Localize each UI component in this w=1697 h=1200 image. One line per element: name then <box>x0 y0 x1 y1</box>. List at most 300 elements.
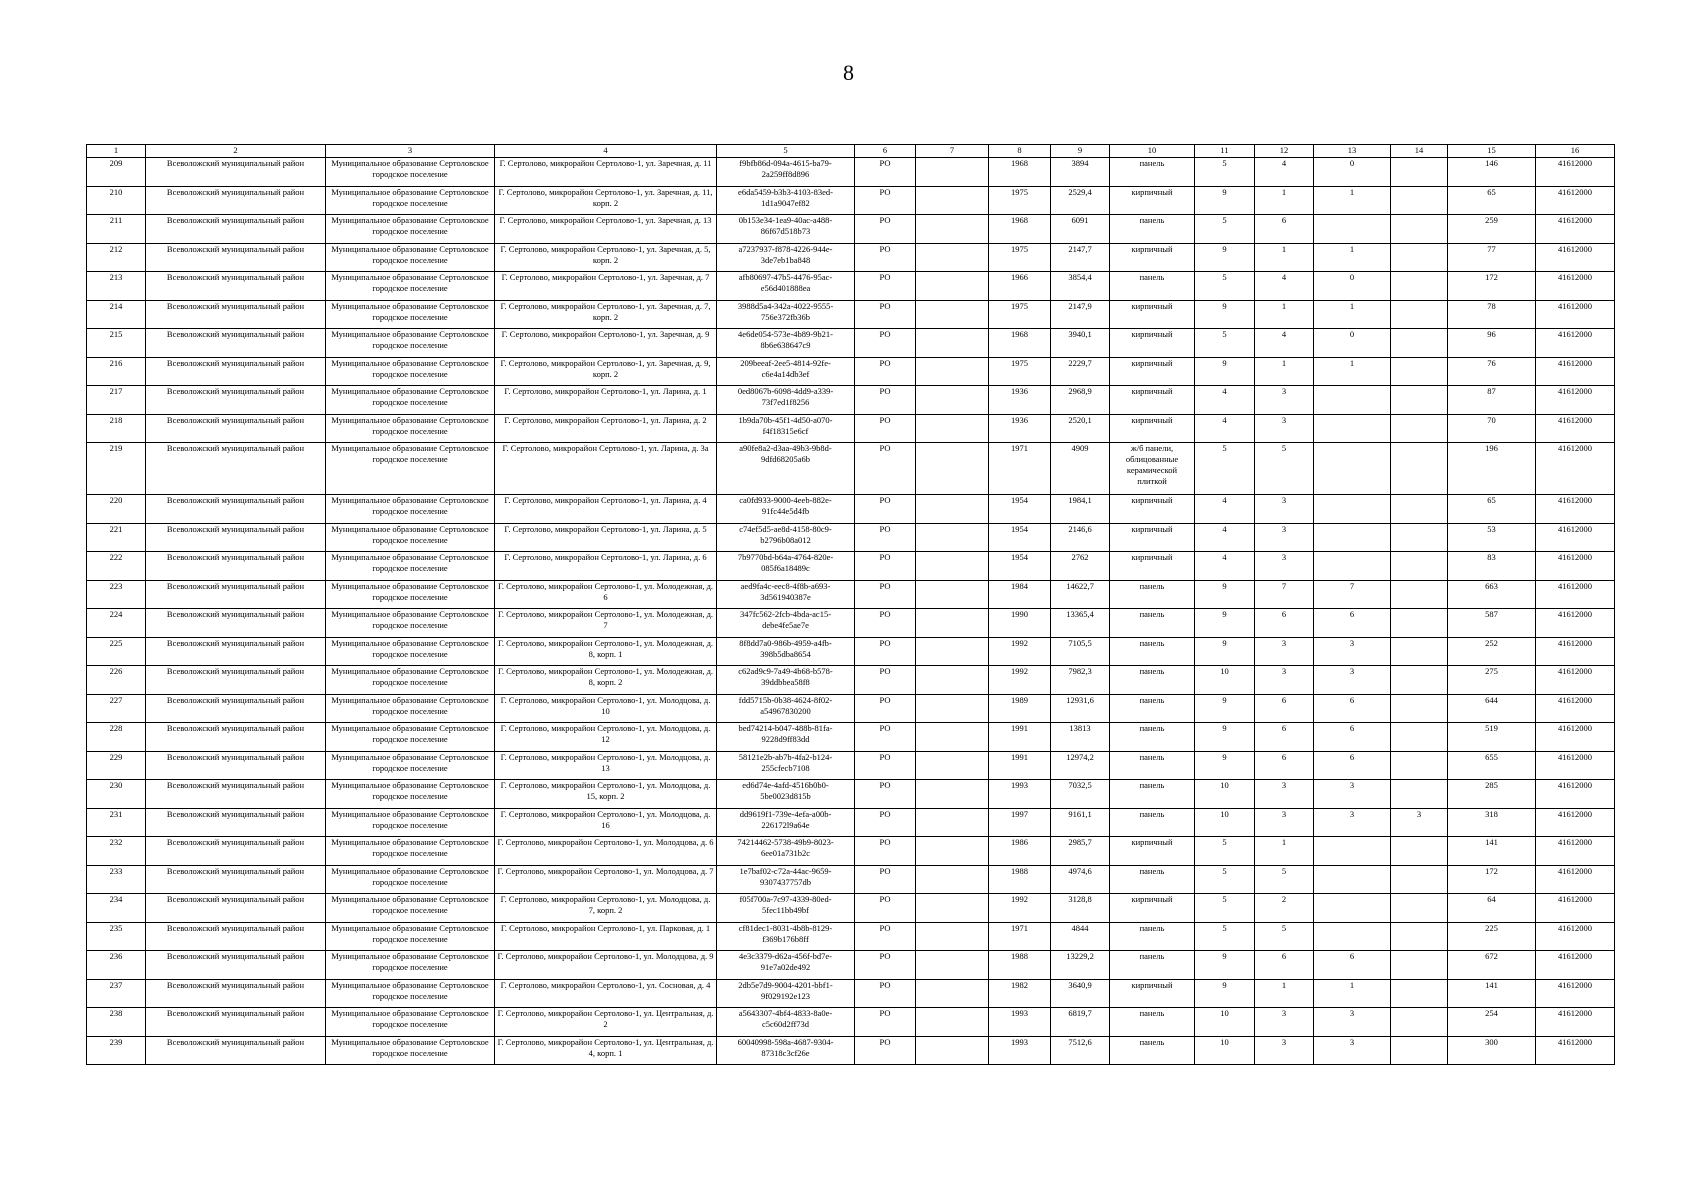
table-cell: 41612000 <box>1536 666 1615 695</box>
table-row <box>87 723 1615 752</box>
table-cell: 210 <box>87 186 146 215</box>
column-header: 9 <box>1051 145 1110 158</box>
table-cell: Всеволожский муниципальный район <box>146 751 326 780</box>
table-cell <box>1391 386 1448 415</box>
table-cell: 53 <box>1448 523 1536 552</box>
table-cell: Муниципальное образование Сертоловское городское поселение <box>326 979 495 1008</box>
table-cell: 2529,4 <box>1051 186 1110 215</box>
table-cell: 41612000 <box>1536 1008 1615 1037</box>
table-cell: панель <box>1110 1036 1195 1065</box>
table-cell: 1 <box>1314 979 1391 1008</box>
table-cell: панель <box>1110 723 1195 752</box>
table-cell: 6 <box>1314 951 1391 980</box>
table-cell: 1984,1 <box>1051 495 1110 524</box>
table-cell: 4 <box>1255 329 1314 358</box>
table-cell: Всеволожский муниципальный район <box>146 609 326 638</box>
table-cell: 1989 <box>989 694 1051 723</box>
table-cell <box>1314 495 1391 524</box>
table-cell: РО <box>855 894 916 923</box>
table-cell: Муниципальное образование Сертоловское городское поселение <box>326 894 495 923</box>
table-cell: панель <box>1110 922 1195 951</box>
table-cell: 1966 <box>989 272 1051 301</box>
table-cell: 6 <box>1255 609 1314 638</box>
table-cell: панель <box>1110 580 1195 609</box>
table-cell: 9 <box>1195 979 1255 1008</box>
table-cell: РО <box>855 357 916 386</box>
table-cell: 4 <box>1255 158 1314 187</box>
table-cell: Всеволожский муниципальный район <box>146 580 326 609</box>
table-cell <box>1391 580 1448 609</box>
table-cell <box>1314 552 1391 581</box>
table-cell: панель <box>1110 865 1195 894</box>
column-header: 15 <box>1448 145 1536 158</box>
table-row <box>87 357 1615 386</box>
table-cell: 1993 <box>989 1036 1051 1065</box>
table-cell: 2762 <box>1051 552 1110 581</box>
table-cell: 2db5e7d9-9004-4201-bbf1-9f029192e123 <box>717 979 855 1008</box>
table-cell <box>1391 780 1448 809</box>
table-cell: 3 <box>1255 780 1314 809</box>
table-cell <box>1391 609 1448 638</box>
table-row <box>87 495 1615 524</box>
table-cell: 233 <box>87 865 146 894</box>
table-cell: 1954 <box>989 523 1051 552</box>
table-cell: 220 <box>87 495 146 524</box>
table-cell: Г. Сертолово, микрорайон Сертолово-1, ул. Молодежная, д. 8, корп. 1 <box>495 637 717 666</box>
table-cell: Всеволожский муниципальный район <box>146 186 326 215</box>
table-cell: кирпичный <box>1110 386 1195 415</box>
table-cell: кирпичный <box>1110 495 1195 524</box>
table-cell: 41612000 <box>1536 637 1615 666</box>
table-cell: Г. Сертолово, микрорайон Сертолово-1, ул. Молодцова, д. 10 <box>495 694 717 723</box>
table-cell <box>1314 523 1391 552</box>
table-cell: 3 <box>1255 637 1314 666</box>
table-cell: Г. Сертолово, микрорайон Сертолово-1, ул. Молодцова, д. 7 <box>495 865 717 894</box>
table-cell: 3 <box>1314 1008 1391 1037</box>
table-cell <box>1391 1036 1448 1065</box>
table-cell: Всеволожский муниципальный район <box>146 723 326 752</box>
table-cell: Г. Сертолово, микрорайон Сертолово-1, ул. Молодцова, д. 7, корп. 2 <box>495 894 717 923</box>
table-cell: Г. Сертолово, микрорайон Сертолово-1, ул. Заречная, д. 11, корп. 2 <box>495 186 717 215</box>
table-cell: 4 <box>1195 523 1255 552</box>
table-cell: 41612000 <box>1536 495 1615 524</box>
table-cell <box>1314 386 1391 415</box>
column-header: 2 <box>146 145 326 158</box>
table-cell: 14622,7 <box>1051 580 1110 609</box>
table-cell: 285 <box>1448 780 1536 809</box>
table-cell: Всеволожский муниципальный район <box>146 215 326 244</box>
table-cell: 5 <box>1195 158 1255 187</box>
table-cell: 41612000 <box>1536 414 1615 443</box>
table-cell: 234 <box>87 894 146 923</box>
table-cell <box>916 443 989 495</box>
table-row <box>87 300 1615 329</box>
table-cell: 2147,7 <box>1051 243 1110 272</box>
table-cell: кирпичный <box>1110 837 1195 866</box>
table-cell: Всеволожский муниципальный район <box>146 443 326 495</box>
table-cell: РО <box>855 215 916 244</box>
table-cell: кирпичный <box>1110 243 1195 272</box>
table-cell: 41612000 <box>1536 1036 1615 1065</box>
table-cell <box>916 1008 989 1037</box>
table-cell: 3128,8 <box>1051 894 1110 923</box>
table-cell: 3 <box>1255 386 1314 415</box>
table-cell: 239 <box>87 1036 146 1065</box>
table-cell: 7b9770bd-b64a-4764-820e-085f6a18489c <box>717 552 855 581</box>
table-cell <box>1391 837 1448 866</box>
table-cell <box>1314 837 1391 866</box>
table-cell: 3 <box>1314 1036 1391 1065</box>
table-cell: 5 <box>1255 922 1314 951</box>
table-cell <box>916 751 989 780</box>
table-cell <box>916 215 989 244</box>
table-cell: Муниципальное образование Сертоловское городское поселение <box>326 495 495 524</box>
table-cell: 41612000 <box>1536 272 1615 301</box>
table-cell: 259 <box>1448 215 1536 244</box>
table-cell: Всеволожский муниципальный район <box>146 922 326 951</box>
table-cell: 347fc562-2fcb-4bda-ac15-debe4fe5ae7e <box>717 609 855 638</box>
table-row <box>87 837 1615 866</box>
table-cell: 300 <box>1448 1036 1536 1065</box>
table-cell: a5643307-4bf4-4833-8a0e-c5c60d2ff73d <box>717 1008 855 1037</box>
table-cell: 6 <box>1314 723 1391 752</box>
table-cell: 41612000 <box>1536 894 1615 923</box>
table-cell: 1 <box>1255 300 1314 329</box>
table-cell: 230 <box>87 780 146 809</box>
table-cell <box>916 186 989 215</box>
table-cell: Всеволожский муниципальный район <box>146 495 326 524</box>
table-row <box>87 951 1615 980</box>
table-cell: 218 <box>87 414 146 443</box>
table-cell: 3988d5a4-342a-4022-9555-756e372fb36b <box>717 300 855 329</box>
table-cell: 5 <box>1195 865 1255 894</box>
table-cell: 229 <box>87 751 146 780</box>
table-cell: Г. Сертолово, микрорайон Сертолово-1, ул. Ларина, д. 1 <box>495 386 717 415</box>
table-cell: Муниципальное образование Сертоловское городское поселение <box>326 751 495 780</box>
table-cell: bed74214-b047-488b-81fa-9228d9ff83dd <box>717 723 855 752</box>
table-cell: 9 <box>1195 186 1255 215</box>
table-cell: 3894 <box>1051 158 1110 187</box>
table-cell: РО <box>855 552 916 581</box>
table-row <box>87 780 1615 809</box>
table-cell: 12931,6 <box>1051 694 1110 723</box>
table-cell: 96 <box>1448 329 1536 358</box>
table-cell: 4e3c3379-d62a-456f-bd7e-91e7a02de492 <box>717 951 855 980</box>
table-cell: 1b9da70b-45f1-4d50-a070-f4f18315e6cf <box>717 414 855 443</box>
table-cell: Муниципальное образование Сертоловское городское поселение <box>326 780 495 809</box>
table-cell <box>1391 272 1448 301</box>
table-cell: cf81dec1-8031-4b8b-8129-f369b176b8ff <box>717 922 855 951</box>
column-header: 10 <box>1110 145 1195 158</box>
table-cell <box>1391 329 1448 358</box>
table-cell <box>916 808 989 837</box>
table-cell <box>1391 694 1448 723</box>
table-cell: РО <box>855 1008 916 1037</box>
table-cell: 41612000 <box>1536 243 1615 272</box>
table-cell: 3 <box>1391 808 1448 837</box>
table-cell: панель <box>1110 215 1195 244</box>
table-cell: 9 <box>1195 300 1255 329</box>
table-row <box>87 523 1615 552</box>
table-cell: 9 <box>1195 637 1255 666</box>
table-cell: 1 <box>1314 243 1391 272</box>
table-cell: 214 <box>87 300 146 329</box>
table-cell: 13229,2 <box>1051 951 1110 980</box>
table-cell: кирпичный <box>1110 552 1195 581</box>
table-cell: f05f700a-7c97-4339-80ed-5fec11bb49bf <box>717 894 855 923</box>
table-cell <box>1314 443 1391 495</box>
column-header: 4 <box>495 145 717 158</box>
table-cell: Г. Сертолово, микрорайон Сертолово-1, ул. Молодцова, д. 12 <box>495 723 717 752</box>
table-cell: 6 <box>1255 215 1314 244</box>
table-cell: 7032,5 <box>1051 780 1110 809</box>
table-cell: Всеволожский муниципальный район <box>146 158 326 187</box>
table-cell: 2147,9 <box>1051 300 1110 329</box>
table-cell: 41612000 <box>1536 357 1615 386</box>
table-cell: 9 <box>1195 609 1255 638</box>
table-cell <box>916 272 989 301</box>
table-cell: 4 <box>1195 386 1255 415</box>
table-cell: 222 <box>87 552 146 581</box>
table-cell: 318 <box>1448 808 1536 837</box>
table-cell: 87 <box>1448 386 1536 415</box>
table-cell: ca0fd933-9000-4eeb-882e-91fc44e5d4fb <box>717 495 855 524</box>
table-cell: 172 <box>1448 272 1536 301</box>
table-cell: 655 <box>1448 751 1536 780</box>
table-row <box>87 979 1615 1008</box>
table-row <box>87 865 1615 894</box>
table-cell: 41612000 <box>1536 215 1615 244</box>
table-cell: 232 <box>87 837 146 866</box>
table-cell: 41612000 <box>1536 158 1615 187</box>
table-cell: Г. Сертолово, микрорайон Сертолово-1, ул. Молодцова, д. 9 <box>495 951 717 980</box>
table-cell: 4909 <box>1051 443 1110 495</box>
table-cell: 1 <box>1255 186 1314 215</box>
table-cell: 1e7baf02-c72a-44ac-9659-9307437757db <box>717 865 855 894</box>
table-row <box>87 751 1615 780</box>
page-number: 8 <box>843 60 854 85</box>
table-cell: Муниципальное образование Сертоловское городское поселение <box>326 865 495 894</box>
table-cell: РО <box>855 580 916 609</box>
table-cell: 6 <box>1255 723 1314 752</box>
table-cell: 1984 <box>989 580 1051 609</box>
table-cell: панель <box>1110 808 1195 837</box>
table-cell: 2146,6 <box>1051 523 1110 552</box>
table-cell: Г. Сертолово, микрорайон Сертолово-1, ул. Заречная, д. 9 <box>495 329 717 358</box>
table-cell: Г. Сертолово, микрорайон Сертолово-1, ул. Заречная, д. 13 <box>495 215 717 244</box>
table-cell <box>1391 443 1448 495</box>
table-cell: 1975 <box>989 300 1051 329</box>
table-cell: Муниципальное образование Сертоловское городское поселение <box>326 186 495 215</box>
table-cell: Всеволожский муниципальный район <box>146 1008 326 1037</box>
table-cell: Муниципальное образование Сертоловское городское поселение <box>326 215 495 244</box>
table-cell: 1992 <box>989 637 1051 666</box>
table-cell: 1992 <box>989 666 1051 695</box>
table-cell: 1997 <box>989 808 1051 837</box>
table-cell: 1971 <box>989 443 1051 495</box>
table-cell: 5 <box>1255 865 1314 894</box>
table-cell: 0 <box>1314 158 1391 187</box>
table-cell: 6 <box>1255 751 1314 780</box>
table-cell <box>1314 865 1391 894</box>
table-cell: 1975 <box>989 243 1051 272</box>
table-cell: 64 <box>1448 894 1536 923</box>
table-cell: Всеволожский муниципальный район <box>146 1036 326 1065</box>
table-cell: 644 <box>1448 694 1536 723</box>
table-cell: РО <box>855 414 916 443</box>
table-cell: Муниципальное образование Сертоловское городское поселение <box>326 808 495 837</box>
table-cell: кирпичный <box>1110 894 1195 923</box>
table-cell: 3 <box>1255 414 1314 443</box>
table-cell <box>1391 979 1448 1008</box>
table-cell: 5 <box>1195 894 1255 923</box>
table-cell: 41612000 <box>1536 751 1615 780</box>
table-cell: 9 <box>1195 723 1255 752</box>
table-cell: 1988 <box>989 951 1051 980</box>
table-cell: 237 <box>87 979 146 1008</box>
table-cell: Муниципальное образование Сертоловское городское поселение <box>326 357 495 386</box>
table-cell: 5 <box>1195 329 1255 358</box>
table-cell: 4 <box>1195 495 1255 524</box>
table-cell: 146 <box>1448 158 1536 187</box>
table-row <box>87 158 1615 187</box>
table-cell: 9 <box>1195 580 1255 609</box>
table-cell: 13813 <box>1051 723 1110 752</box>
table-cell <box>916 329 989 358</box>
table-cell: Всеволожский муниципальный район <box>146 523 326 552</box>
table-cell: 213 <box>87 272 146 301</box>
table-cell: 70 <box>1448 414 1536 443</box>
table-cell: 10 <box>1195 1008 1255 1037</box>
table-cell: 172 <box>1448 865 1536 894</box>
table-cell: панель <box>1110 637 1195 666</box>
table-cell: Муниципальное образование Сертоловское городское поселение <box>326 329 495 358</box>
table-cell: Всеволожский муниципальный район <box>146 243 326 272</box>
table-cell: Г. Сертолово, микрорайон Сертолово-1, ул. Заречная, д. 9, корп. 2 <box>495 357 717 386</box>
table-cell: 254 <box>1448 1008 1536 1037</box>
table-cell: 663 <box>1448 580 1536 609</box>
table-row <box>87 1008 1615 1037</box>
table-cell: 41612000 <box>1536 552 1615 581</box>
table-cell: 209beeaf-2ee5-4814-92fe-c6e4a14db3ef <box>717 357 855 386</box>
table-cell: 1988 <box>989 865 1051 894</box>
table-row <box>87 243 1615 272</box>
table-cell: 3854,4 <box>1051 272 1110 301</box>
table-cell: 5 <box>1195 272 1255 301</box>
table-cell: 209 <box>87 158 146 187</box>
column-header: 3 <box>326 145 495 158</box>
table-cell <box>1314 215 1391 244</box>
table-cell <box>916 666 989 695</box>
table-cell: 1 <box>1314 357 1391 386</box>
table-cell: 227 <box>87 694 146 723</box>
table-cell: ж/б панели, облицованные керамической плиткой <box>1110 443 1195 495</box>
table-cell: Муниципальное образование Сертоловское городское поселение <box>326 272 495 301</box>
table-cell: 3 <box>1255 495 1314 524</box>
table-cell: Г. Сертолово, микрорайон Сертолово-1, ул. Центральная, д. 2 <box>495 1008 717 1037</box>
table-cell: РО <box>855 808 916 837</box>
column-header: 16 <box>1536 145 1615 158</box>
table-cell: afb80697-47b5-4476-95ac-e56d401888ea <box>717 272 855 301</box>
table-cell: 9 <box>1195 951 1255 980</box>
table-cell: 9161,1 <box>1051 808 1110 837</box>
table-cell: 12974,2 <box>1051 751 1110 780</box>
table-cell: 4 <box>1195 414 1255 443</box>
table-cell: панель <box>1110 780 1195 809</box>
table-cell: 6 <box>1314 609 1391 638</box>
table-cell: Г. Сертолово, микрорайон Сертолово-1, ул. Молодцова, д. 6 <box>495 837 717 866</box>
table-cell: РО <box>855 386 916 415</box>
table-cell: 1 <box>1255 979 1314 1008</box>
table-row <box>87 1036 1615 1065</box>
table-cell: Муниципальное образование Сертоловское городское поселение <box>326 694 495 723</box>
table-cell: 41612000 <box>1536 723 1615 752</box>
table-cell: 1 <box>1255 357 1314 386</box>
table-cell: fdd5715b-0b38-4624-8f02-a54967830200 <box>717 694 855 723</box>
table-cell: Г. Сертолово, микрорайон Сертолово-1, ул. Заречная, д. 7, корп. 2 <box>495 300 717 329</box>
table-cell <box>1391 865 1448 894</box>
table-cell <box>916 922 989 951</box>
table-row <box>87 609 1615 638</box>
table-cell: Г. Сертолово, микрорайон Сертолово-1, ул. Ларина, д. 2 <box>495 414 717 443</box>
table-row <box>87 552 1615 581</box>
table-cell: 77 <box>1448 243 1536 272</box>
table-cell: Г. Сертолово, микрорайон Сертолово-1, ул. Ларина, д. 6 <box>495 552 717 581</box>
table-cell: РО <box>855 837 916 866</box>
table-cell: 10 <box>1195 666 1255 695</box>
table-cell: 5 <box>1195 922 1255 951</box>
table-cell: 5 <box>1195 215 1255 244</box>
table-row <box>87 808 1615 837</box>
table-cell: 0 <box>1314 329 1391 358</box>
table-cell <box>916 580 989 609</box>
table-row <box>87 414 1615 443</box>
table-cell: 3640,9 <box>1051 979 1110 1008</box>
table-cell: кирпичный <box>1110 300 1195 329</box>
table-cell: 2985,7 <box>1051 837 1110 866</box>
table-cell: Муниципальное образование Сертоловское городское поселение <box>326 1036 495 1065</box>
table-cell: 1954 <box>989 495 1051 524</box>
table-cell <box>1391 723 1448 752</box>
table-cell: Муниципальное образование Сертоловское городское поселение <box>326 386 495 415</box>
table-cell: 1991 <box>989 751 1051 780</box>
table-cell: кирпичный <box>1110 414 1195 443</box>
table-cell: 6091 <box>1051 215 1110 244</box>
table-cell <box>1314 894 1391 923</box>
table-cell: 141 <box>1448 837 1536 866</box>
table-cell: 1968 <box>989 329 1051 358</box>
table-cell: 3 <box>1314 666 1391 695</box>
table-cell: Г. Сертолово, микрорайон Сертолово-1, ул. Заречная, д. 5, корп. 2 <box>495 243 717 272</box>
table-cell <box>1391 922 1448 951</box>
table-cell: панель <box>1110 751 1195 780</box>
table-cell: 3 <box>1314 808 1391 837</box>
table-cell: 1975 <box>989 357 1051 386</box>
table-cell: 5 <box>1195 443 1255 495</box>
table-cell <box>1391 158 1448 187</box>
table-cell: 4974,6 <box>1051 865 1110 894</box>
table-body <box>87 158 1615 1065</box>
table-cell: 223 <box>87 580 146 609</box>
table-cell <box>1391 894 1448 923</box>
table-cell: Г. Сертолово, микрорайон Сертолово-1, ул. Молодцова, д. 16 <box>495 808 717 837</box>
table-cell: 1971 <box>989 922 1051 951</box>
table-row <box>87 637 1615 666</box>
table-cell: 41612000 <box>1536 386 1615 415</box>
table-cell: 2229,7 <box>1051 357 1110 386</box>
table-cell: Всеволожский муниципальный район <box>146 808 326 837</box>
table-cell: Всеволожский муниципальный район <box>146 666 326 695</box>
